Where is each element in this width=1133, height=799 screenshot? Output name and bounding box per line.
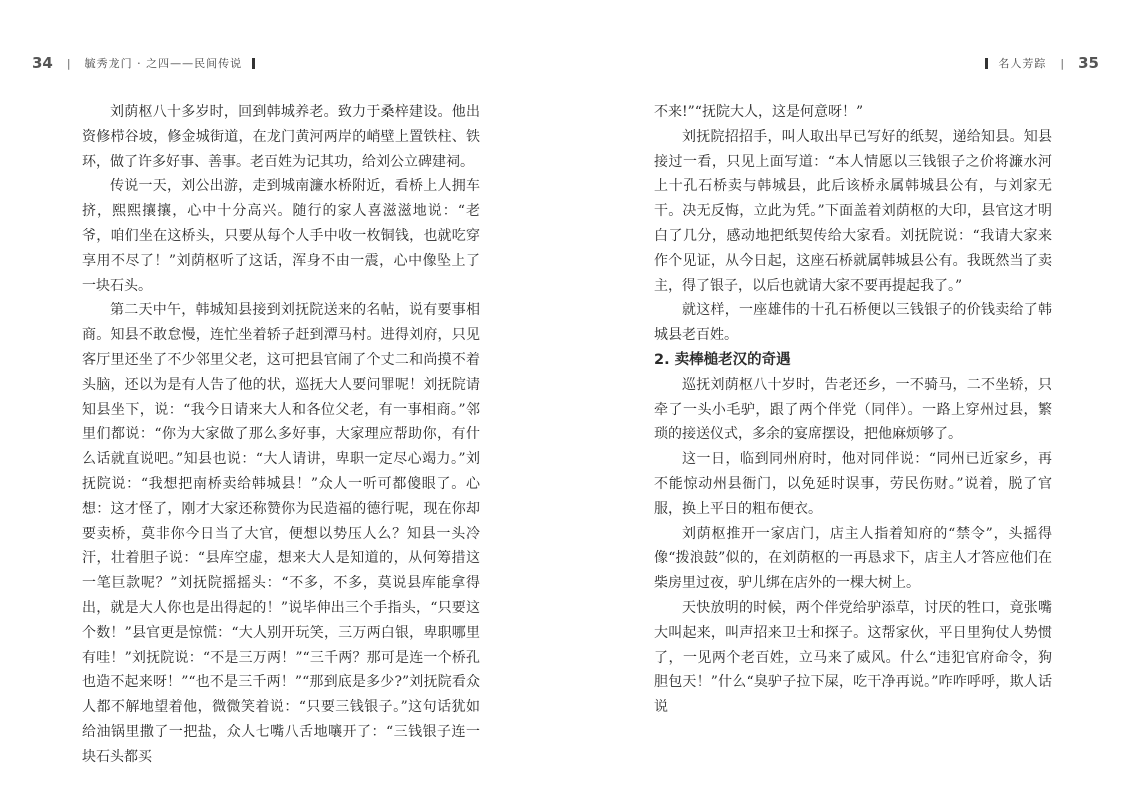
paragraph: 刘抚院招招手，叫人取出早已写好的纸契，递给知县。知县接过一看，只见上面写道：“本人情愿以三钱银子之价将濂水河上十孔石桥卖与韩城县，此后该桥永属韩城县公有，与刘家无干。决无反悔，立此为凭。”下面盖着刘荫枢的大印，县官这才明白了几分，感动地把纸契传给大家看。刘抚院说：“我请大家来作个见证，从今日起，这座石桥就属韩城县公有。我既然当了卖主，得了银子，以后也就请大家不要再提起我了。”	[654, 128, 1052, 294]
right-page-number: 35	[1078, 54, 1099, 72]
header-separator: |	[1060, 56, 1065, 70]
paragraph: 不来!”“抚院大人，这是何意呀！”	[654, 104, 864, 120]
header-bar-mark	[985, 58, 988, 69]
right-page-body	[654, 100, 1052, 720]
paragraph: 刘荫枢八十多岁时，回到韩城养老。致力于桑梓建设。他出资修栉谷坡，修金城街道，在龙门黄河两岸的峭壁上置铁柱、铁环，做了许多好事、善事。老百姓为记其功，给刘公立碑建祠。	[82, 104, 480, 170]
paragraph: 第二天中午，韩城知县接到刘抚院送来的名帖，说有要事相商。知县不敢怠慢，连忙坐着轿子赶到潭马村。进得刘府，只见客厅里还坐了不少邻里父老，这可把县官闹了个丈二和尚摸不着头脑，还以为是有人告了他的状，巡抚大人要问罪呢！刘抚院请知县坐下，说：“我今日请来大人和各位父老，有一事相商。”邻里们都说：“你为大家做了那么多好事，大家理应帮助你，有什么话就直说吧。”知县也说：“大人请讲，卑职一定尽心竭力。”刘抚院说：“我想把南桥卖给韩城县！”众人一听可都傻眼了。心想：这才怪了，刚才大家还称赞你为民造福的德行呢，现在你却要卖桥，莫非你今日当了大官，便想以势压人么？知县一头冷汗，壮着胆子说：“县库空虚，想来大人是知道的，从何筹措这一笔巨款呢？”刘抚院摇摇头：“不多，不多，莫说县库能拿得出，就是大人你也是出得起的！”说毕伸出三个手指头，“只要这个数！”县官更是惊慌：“大人别开玩笑，三万两白银，卑职哪里有哇！”刘抚院说：“不是三万两！”“三千两？那可是连一个桥孔也造不起来呀！”“也不是三千两！”“那到底是多少?”刘抚院看众人都不解地望着他，微微笑着说：“只要三钱银子。”这句话犹如给油锅里撒了一把盐，众人七嘴八舌地嚷开了：“三钱银子连一块石头都买	[82, 302, 480, 765]
header-bar-mark	[252, 58, 255, 69]
right-page-header	[975, 54, 1099, 72]
paragraph: 传说一天，刘公出游，走到城南濂水桥附近，看桥上人拥车挤，熙熙攘攘，心中十分高兴。随行的家人喜滋滋地说：“老爷，咱们坐在这桥头，只要从每个人手中收一枚铜钱，也就吃穿享用不尽了！”刘荫枢听了这话，浑身不由一震，心中像坠上了一块石头。	[82, 178, 480, 294]
left-page-body	[82, 100, 480, 770]
section-heading: 2. 卖棒槌老汉的奇遇	[654, 351, 791, 368]
paragraph: 就这样，一座雄伟的十孔石桥便以三钱银子的价钱卖给了韩城县老百姓。	[654, 302, 1052, 344]
right-running-head: 名人芳踪	[998, 57, 1047, 70]
paragraph: 刘荫枢推开一家店门，店主人指着知府的“禁令”，头摇得像“拨浪鼓”似的，在刘荫枢的一再恳求下，店主人才答应他们在柴房里过夜，驴儿绑在店外的一棵大树上。	[654, 525, 1052, 592]
left-page-number: 34	[32, 54, 53, 72]
paragraph: 巡抚刘荫枢八十岁时，告老还乡，一不骑马，二不坐轿，只牵了一头小毛驴，跟了两个伴党（同伴）。一路上穿州过县，繁琐的接送仪式，多余的宴席摆设，把他麻烦够了。	[654, 376, 1052, 443]
paragraph: 这一日，临到同州府时，他对同伴说：“同州已近家乡，再不能惊动州县衙门，以免延时误事，劳民伤财。”说着，脱了官服，换上平日的粗布便衣。	[654, 451, 1052, 517]
left-page-header	[32, 54, 265, 72]
left-running-head: 毓秀龙门 · 之四——民间传说	[84, 57, 243, 70]
header-separator: |	[66, 56, 71, 70]
paragraph: 天快放明的时候，两个伴党给驴添草，讨厌的牲口，竟张嘴大叫起来，叫声招来卫士和探子。这帮家伙，平日里狗仗人势惯了，一见两个老百姓，立马来了威风。什么“违犯官府命令，狗胆包天！”什么“臭驴子拉下屎，吃干净再说。”咋咋呼呼，欺人话说	[654, 599, 1052, 716]
